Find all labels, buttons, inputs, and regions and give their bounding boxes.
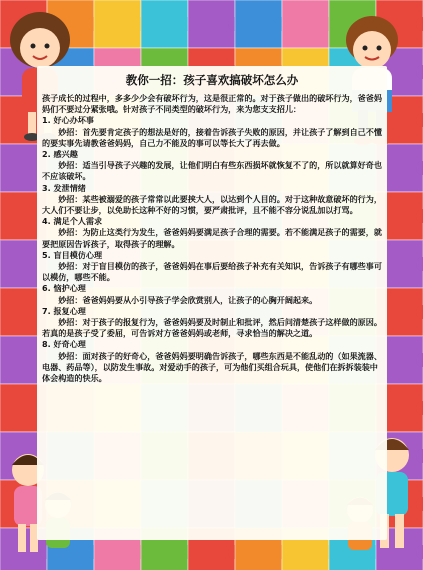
intro-paragraph: 孩子成长的过程中，多多少少会有破坏行为，这是很正常的。对于孩子做出的破坏行为，爸爸妈妈们不要过分紧张哦。针对孩子不同类型的破坏行为，来为您支支招儿： — [42, 93, 382, 115]
section-body: 妙招：爸爸妈妈要从小引导孩子学会欣赏别人，让孩子的心胸开阔起来。 — [58, 294, 318, 305]
section-heading: 6. 恼护心理 — [42, 283, 86, 294]
section-body: 妙招：面对孩子的好奇心，爸爸妈妈要明确告诉孩子，哪些东西是不能乱动的（如果流器、电器、药品等），以防发生事故。对爱动手的孩子，可为他们买组合玩具，使他们在拆拆装装中体会构造的快乐。 — [42, 350, 382, 384]
puzzle-tile — [141, 0, 188, 48]
article — [42, 73, 382, 535]
page-title: 教你一招：孩子喜欢搞破坏怎么办 — [125, 73, 299, 87]
section-body: 妙招：为防止这类行为发生，爸爸妈妈要满足孩子合理的需要。若不能满足孩子的需要，就要把原因告诉孩子，取得孩子的理解。 — [42, 227, 382, 249]
section-heading: 1. 好心办坏事 — [42, 115, 94, 126]
puzzle-tile — [188, 0, 235, 48]
section-body: 妙招：对于盲目模仿的孩子，爸爸妈妈在事后要给孩子补充有关知识，告诉孩子有哪些事可以模仿，哪些不能。 — [42, 261, 382, 283]
section-body: 妙招：适当引导孩子兴趣的发展，让他们明白有些东西损坏就恢复不了的，所以就算好奇也不应该破坏。 — [42, 160, 382, 182]
section-heading: 2. 感兴趣 — [42, 149, 78, 160]
section-body: 妙招：某些被溺爱的孩子常常以此要挟大人，以达到个人目的。对于这种故意破坏的行为，大人们不要让步，以免助长这种不好的习惯，要严肃批评，且不能不容分说乱加以打骂。 — [42, 193, 382, 216]
section-body: 妙招：对于孩子的报复行为，爸爸妈妈要及时制止和批评，然后问清楚孩子这样做的原因。若真的是孩子受了委屈，可告诉对方爸爸妈妈或老师，寻求恰当的解决之道。 — [42, 317, 382, 339]
section-heading: 4. 满足个人需求 — [42, 216, 103, 227]
section-heading: 8. 好奇心理 — [42, 339, 86, 350]
section-heading: 3. 发泄情绪 — [42, 182, 86, 193]
puzzle-tile — [94, 0, 141, 48]
puzzle-tile — [235, 0, 282, 48]
puzzle-tile — [282, 0, 329, 48]
section-heading: 5. 盲目模仿心理 — [42, 249, 103, 260]
section-heading: 7. 报复心理 — [42, 305, 86, 316]
section-list — [42, 115, 382, 384]
section-body: 妙招：首先要肯定孩子的想法是好的，接着告诉孩子失败的原因，并让孩子了解到自己不懂的要实事先请教爸爸妈妈，自己力不能及的事可以等长大了再去做。 — [42, 126, 382, 148]
